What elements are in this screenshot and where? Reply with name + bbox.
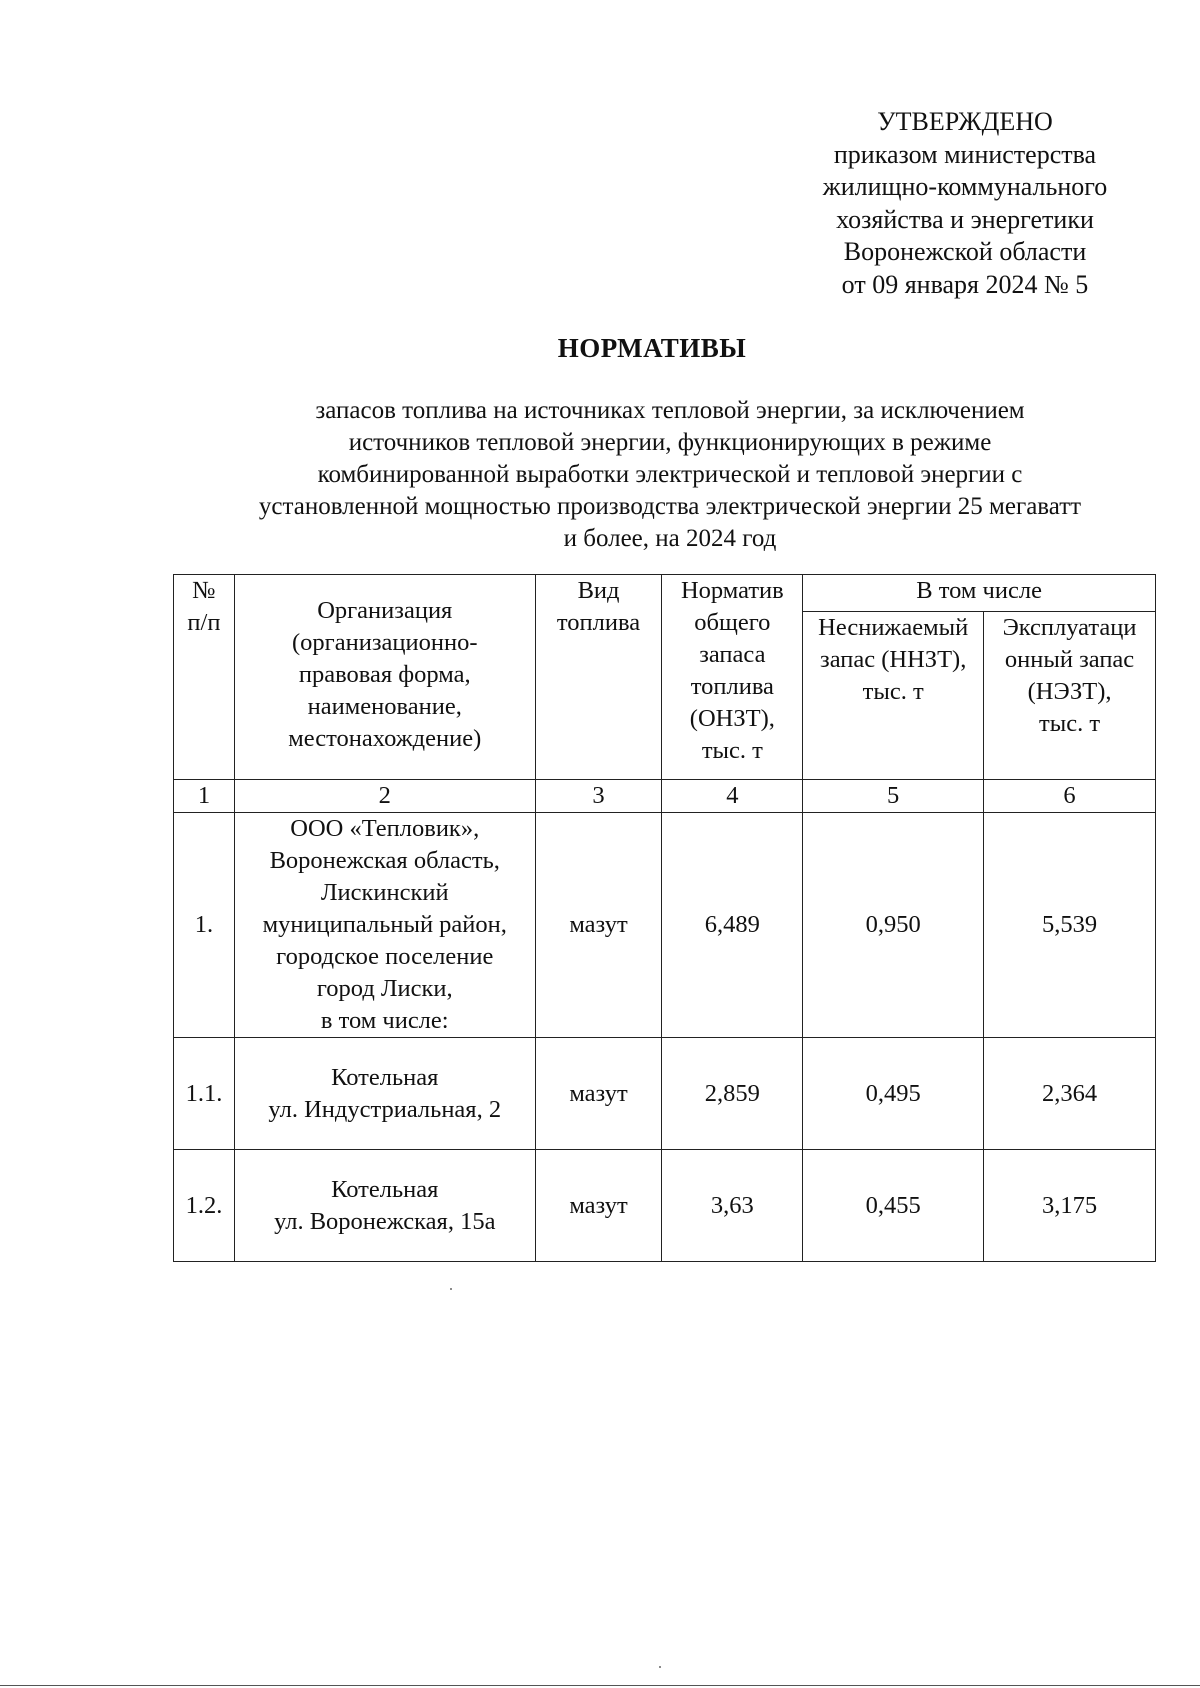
- row-org: ООО «Тепловик», Воронежская область, Лискинский муниципальный район, городское поселение город Лиски, в том числе:: [234, 813, 535, 1038]
- row-fuel: мазут: [535, 1150, 662, 1262]
- table-row: [174, 1150, 1156, 1262]
- row-nnzt: 0,455: [803, 1150, 984, 1262]
- header-num: № п/п: [174, 575, 235, 780]
- row-total: 2,859: [662, 1038, 803, 1150]
- header-row: [174, 575, 1156, 612]
- approval-line: УТВЕРЖДЕНО: [877, 107, 1053, 136]
- header-nnzt: Неснижаемый запас (ННЗТ), тыс. т: [803, 612, 984, 780]
- row-num: 1.: [174, 813, 235, 1038]
- row-total: 6,489: [662, 813, 803, 1038]
- row-fuel: мазут: [535, 813, 662, 1038]
- header-org: Организация (организационно- правовая форма, наименование, местонахождение): [234, 575, 535, 780]
- row-nnzt: 0,495: [803, 1038, 984, 1150]
- row-nezt: 3,175: [984, 1150, 1156, 1262]
- norms-table: [173, 574, 1156, 1262]
- document-subtitle: [150, 395, 1190, 555]
- row-org: Котельная ул. Воронежская, 15а: [234, 1150, 535, 1262]
- row-num: 1.2.: [174, 1150, 235, 1262]
- table-row: [174, 813, 1156, 1038]
- col-number: 2: [234, 780, 535, 813]
- subtitle-line: и более, на 2024 год: [563, 525, 777, 552]
- column-number-row: [174, 780, 1156, 813]
- row-org: Котельная ул. Индустриальная, 2: [234, 1038, 535, 1150]
- header-group: В том числе: [803, 575, 1156, 612]
- subtitle-line: источников тепловой энергии, функционирующих в режиме: [348, 429, 992, 456]
- scan-speck: [450, 1288, 452, 1290]
- col-number: 6: [984, 780, 1156, 813]
- col-number: 4: [662, 780, 803, 813]
- row-fuel: мазут: [535, 1038, 662, 1150]
- approval-line: хозяйства и энергетики: [836, 204, 1094, 234]
- header-fuel: Вид топлива: [535, 575, 662, 780]
- row-nezt: 5,539: [984, 813, 1156, 1038]
- row-num: 1.1.: [174, 1038, 235, 1150]
- row-nezt: 2,364: [984, 1038, 1156, 1150]
- header-total: Норматив общего запаса топлива (ОНЗТ), тыс. т: [662, 575, 803, 780]
- col-number: 5: [803, 780, 984, 813]
- approval-line: приказом министерства: [833, 139, 1097, 169]
- table-row: [174, 1038, 1156, 1150]
- col-number: 1: [174, 780, 235, 813]
- approval-line: Воронежской области: [843, 237, 1087, 266]
- approval-line: жилищно-коммунального: [822, 172, 1108, 201]
- approval-line: от 09 января 2024 № 5: [841, 269, 1089, 299]
- document-title: НОРМАТИВЫ: [557, 333, 747, 363]
- scan-speck: [659, 1666, 661, 1668]
- approval-stamp: [800, 106, 1130, 301]
- subtitle-line: установленной мощностью производства электрической энергии 25 мегаватт: [258, 493, 1082, 520]
- col-number: 3: [535, 780, 662, 813]
- header-nezt: Эксплуатаци онный запас (НЭЗТ), тыс. т: [984, 612, 1156, 780]
- scan-edge-line: [0, 1685, 1200, 1686]
- subtitle-line: комбинированной выработки электрической и тепловой энергии с: [317, 461, 1023, 488]
- row-nnzt: 0,950: [803, 813, 984, 1038]
- subtitle-line: запасов топлива на источниках тепловой энергии, за исключением: [315, 397, 1025, 424]
- row-total: 3,63: [662, 1150, 803, 1262]
